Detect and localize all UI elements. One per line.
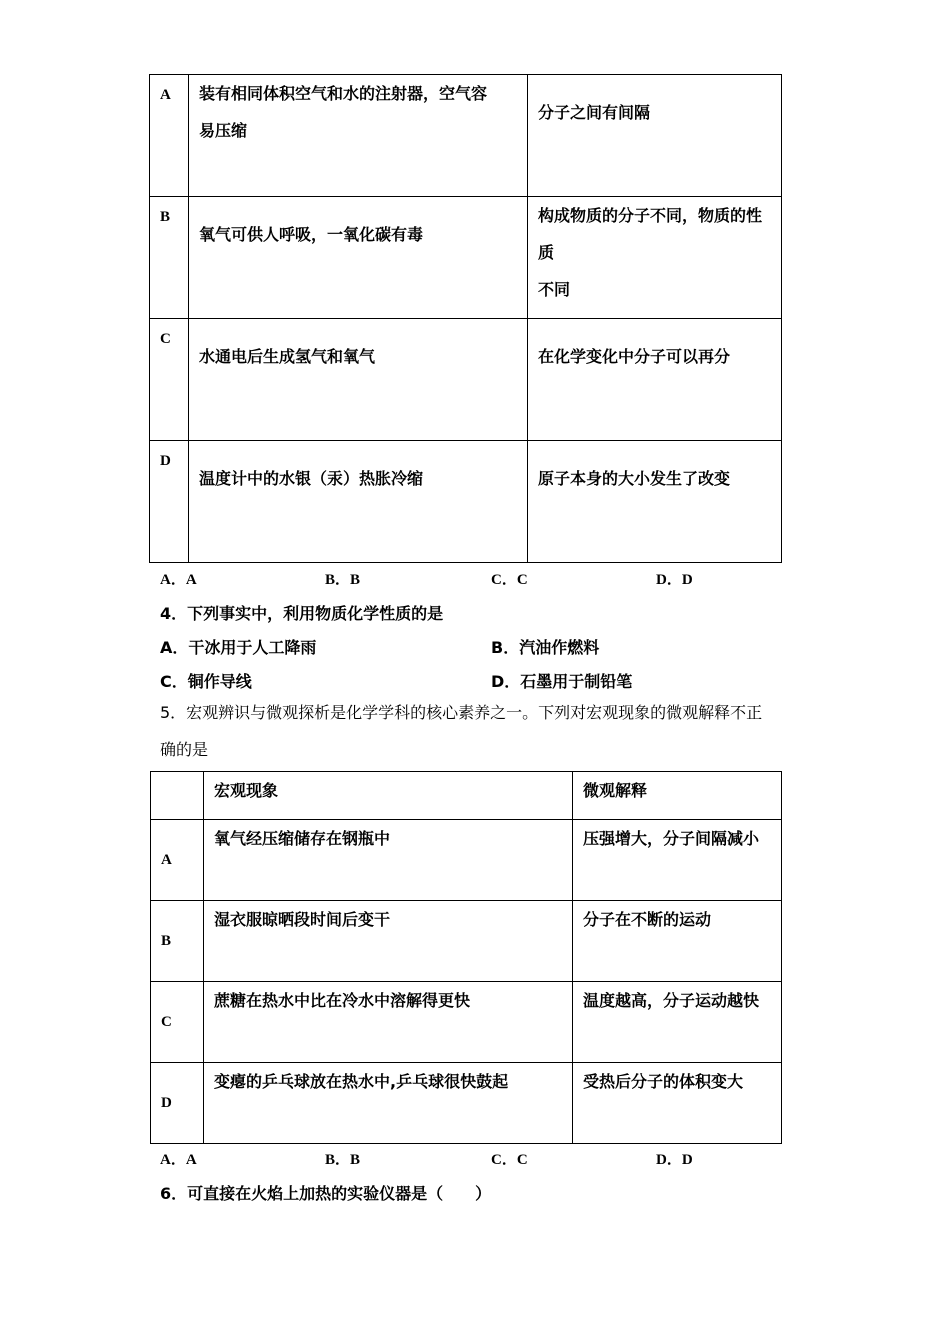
fact-line: 氧气可供人呼吸，一氧化碳有毒 [199, 225, 424, 244]
explanation-line: 在化学变化中分子可以再分 [538, 347, 731, 366]
fact-cell [189, 441, 528, 563]
fact-cell [189, 197, 528, 319]
explanation-cell: 分子在不断的运动 [573, 901, 782, 982]
row-label: A [150, 75, 189, 197]
explanation-cell [528, 441, 782, 563]
table-row [151, 901, 782, 982]
explanation-cell [528, 197, 782, 319]
q4-stem: 4．下列事实中，利用物质化学性质的是 [160, 604, 444, 623]
phenomenon-cell: 变瘪的乒乓球放在热水中,乒乓球很快鼓起 [204, 1063, 573, 1144]
table-row [150, 441, 782, 563]
explanation-cell [528, 75, 782, 197]
q5-option-d[interactable]: D．D [656, 1152, 693, 1168]
explanation-line: 不同 [538, 280, 571, 299]
row-label: C [151, 982, 204, 1063]
q6-stem: 6．可直接在火焰上加热的实验仪器是（ ） [160, 1184, 492, 1203]
q5-stem-line: 确的是 [160, 740, 209, 759]
fact-line: 装有相同体积空气和水的注射器，空气容 [199, 84, 488, 103]
explanation-cell: 温度越高，分子运动越快 [573, 982, 782, 1063]
explanation-cell: 受热后分子的体积变大 [573, 1063, 782, 1144]
q4-option-a[interactable]: A．干冰用于人工降雨 [160, 638, 317, 657]
phenomenon-cell: 氧气经压缩储存在钢瓶中 [204, 820, 573, 901]
q4-option-b[interactable]: B．汽油作燃料 [491, 638, 600, 657]
q5-option-c[interactable]: C．C [491, 1152, 528, 1168]
table-row [150, 319, 782, 441]
phenomenon-cell: 湿衣服晾晒段时间后变干 [204, 901, 573, 982]
row-label: D [150, 441, 189, 563]
row-label: B [150, 197, 189, 319]
row-label: C [150, 319, 189, 441]
header-phenomenon: 宏观现象 [204, 772, 573, 820]
q5-stem [160, 694, 800, 768]
q5-stem-line: 5．宏观辨识与微观探析是化学学科的核心素养之一。下列对宏观现象的微观解释不正 [160, 703, 763, 722]
table-row [151, 982, 782, 1063]
question-5-table [150, 771, 782, 1144]
header-explanation: 微观解释 [573, 772, 782, 820]
q4-option-c[interactable]: C．铜作导线 [160, 672, 252, 691]
row-label: B [151, 901, 204, 982]
table-row [150, 75, 782, 197]
q3-option-b[interactable]: B．B [325, 572, 361, 588]
question-3-table [149, 74, 782, 563]
fact-cell [189, 319, 528, 441]
q4-option-d[interactable]: D．石墨用于制铅笔 [491, 672, 633, 691]
table-row [151, 1063, 782, 1144]
q5-option-b[interactable]: B．B [325, 1152, 361, 1168]
table-header-row [151, 772, 782, 820]
explanation-line: 分子之间有间隔 [538, 103, 651, 122]
phenomenon-cell: 蔗糖在热水中比在冷水中溶解得更快 [204, 982, 573, 1063]
row-label: A [151, 820, 204, 901]
explanation-cell [528, 319, 782, 441]
fact-line: 水通电后生成氢气和氧气 [199, 347, 376, 366]
fact-line: 易压缩 [199, 121, 248, 140]
table-row [150, 197, 782, 319]
q5-option-a[interactable]: A．A [160, 1152, 197, 1168]
table-row [151, 820, 782, 901]
row-label: D [151, 1063, 204, 1144]
explanation-cell: 压强增大，分子间隔减小 [573, 820, 782, 901]
explanation-line: 原子本身的大小发生了改变 [538, 469, 731, 488]
q3-option-d[interactable]: D．D [656, 572, 693, 588]
q3-option-c[interactable]: C．C [491, 572, 528, 588]
header-empty-cell [151, 772, 204, 820]
explanation-line: 构成物质的分子不同，物质的性质 [538, 206, 763, 262]
q3-option-a[interactable]: A．A [160, 572, 197, 588]
fact-line: 温度计中的水银（汞）热胀冷缩 [199, 469, 424, 488]
fact-cell [189, 75, 528, 197]
